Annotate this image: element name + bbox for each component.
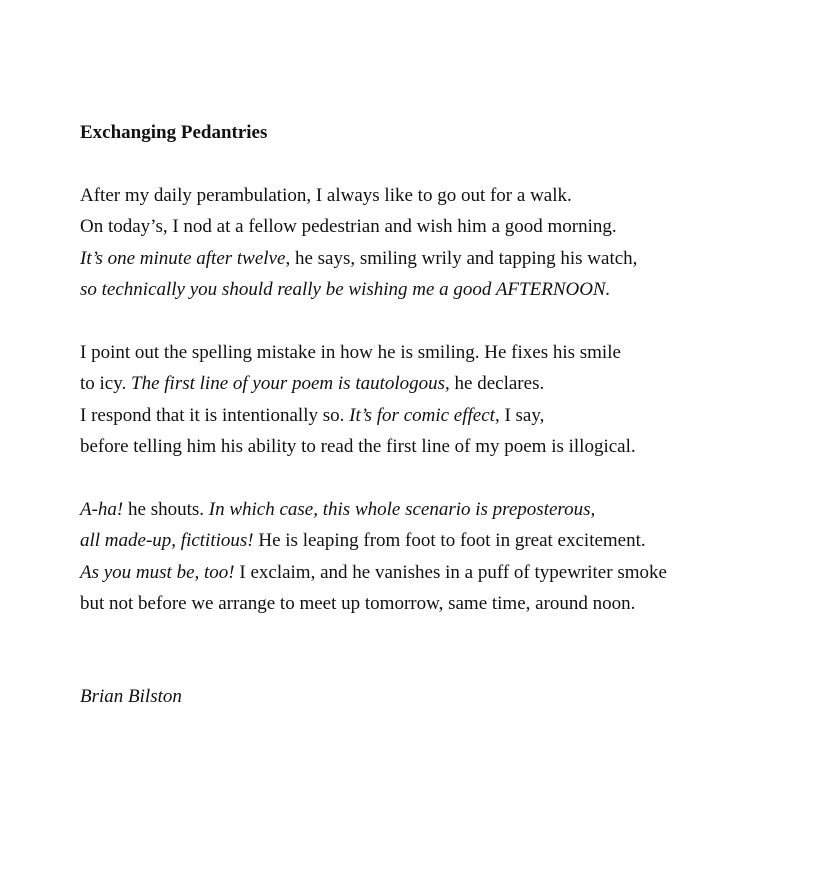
text-segment: , he says, smiling wrily and tapping his watch, [285,247,638,269]
poem-line [80,525,667,556]
poem-line [80,588,667,619]
poem-line [80,368,636,399]
text-segment: He is leaping from foot to foot in great excitement. [253,530,646,552]
text-segment: before telling him his ability to read the first line of my poem is illogical. [80,435,636,457]
italic-segment: all made-up, fictitious! [80,530,254,552]
text-segment: On today’s, I nod at a fellow pedestrian and wish him a good morning. [80,216,617,238]
poem-title: Exchanging Pedantries [80,122,268,143]
italic-segment: As you must be, too! [80,561,235,583]
italic-segment: In which case, this whole scenario is preposterous, [208,499,596,520]
stanza-2 [80,337,636,462]
text-segment: but not before we arrange to meet up tomorrow, same time, around noon. [80,592,636,614]
text-segment: I exclaim, and he vanishes in a puff of typewriter smoke [234,561,667,583]
text-segment: he shouts. [123,499,209,520]
text-segment: to icy. [80,373,132,395]
poem-line [80,211,637,242]
poem-line [80,180,637,211]
italic-segment: It’s one minute after twelve [80,247,286,269]
italic-segment: It’s for comic effect [349,404,495,426]
text-segment: , I say, [494,404,545,426]
poem-line [80,337,636,368]
italic-segment: A-ha! [80,499,124,520]
text-segment: After my daily perambulation, I always like to go out for a walk. [80,185,572,206]
stanza-1 [80,180,637,305]
poem-line [80,431,636,462]
poem-line [80,557,667,588]
italic-segment: The first line of your poem is tautologous [131,373,446,395]
text-segment: I respond that it is intentionally so. [80,404,350,426]
poem-line [80,243,637,274]
poem-author: Brian Bilston [80,686,182,707]
italic-segment: so technically you should really be wishing me a good AFTERNOON. [80,278,611,300]
stanza-3 [80,494,667,619]
text-segment: I point out the spelling mistake in how he is smiling. He fixes his smile [80,342,621,363]
poem-line [80,274,637,305]
poem-line [80,400,636,431]
poem-line [80,494,667,525]
text-segment: , he declares. [445,373,545,395]
